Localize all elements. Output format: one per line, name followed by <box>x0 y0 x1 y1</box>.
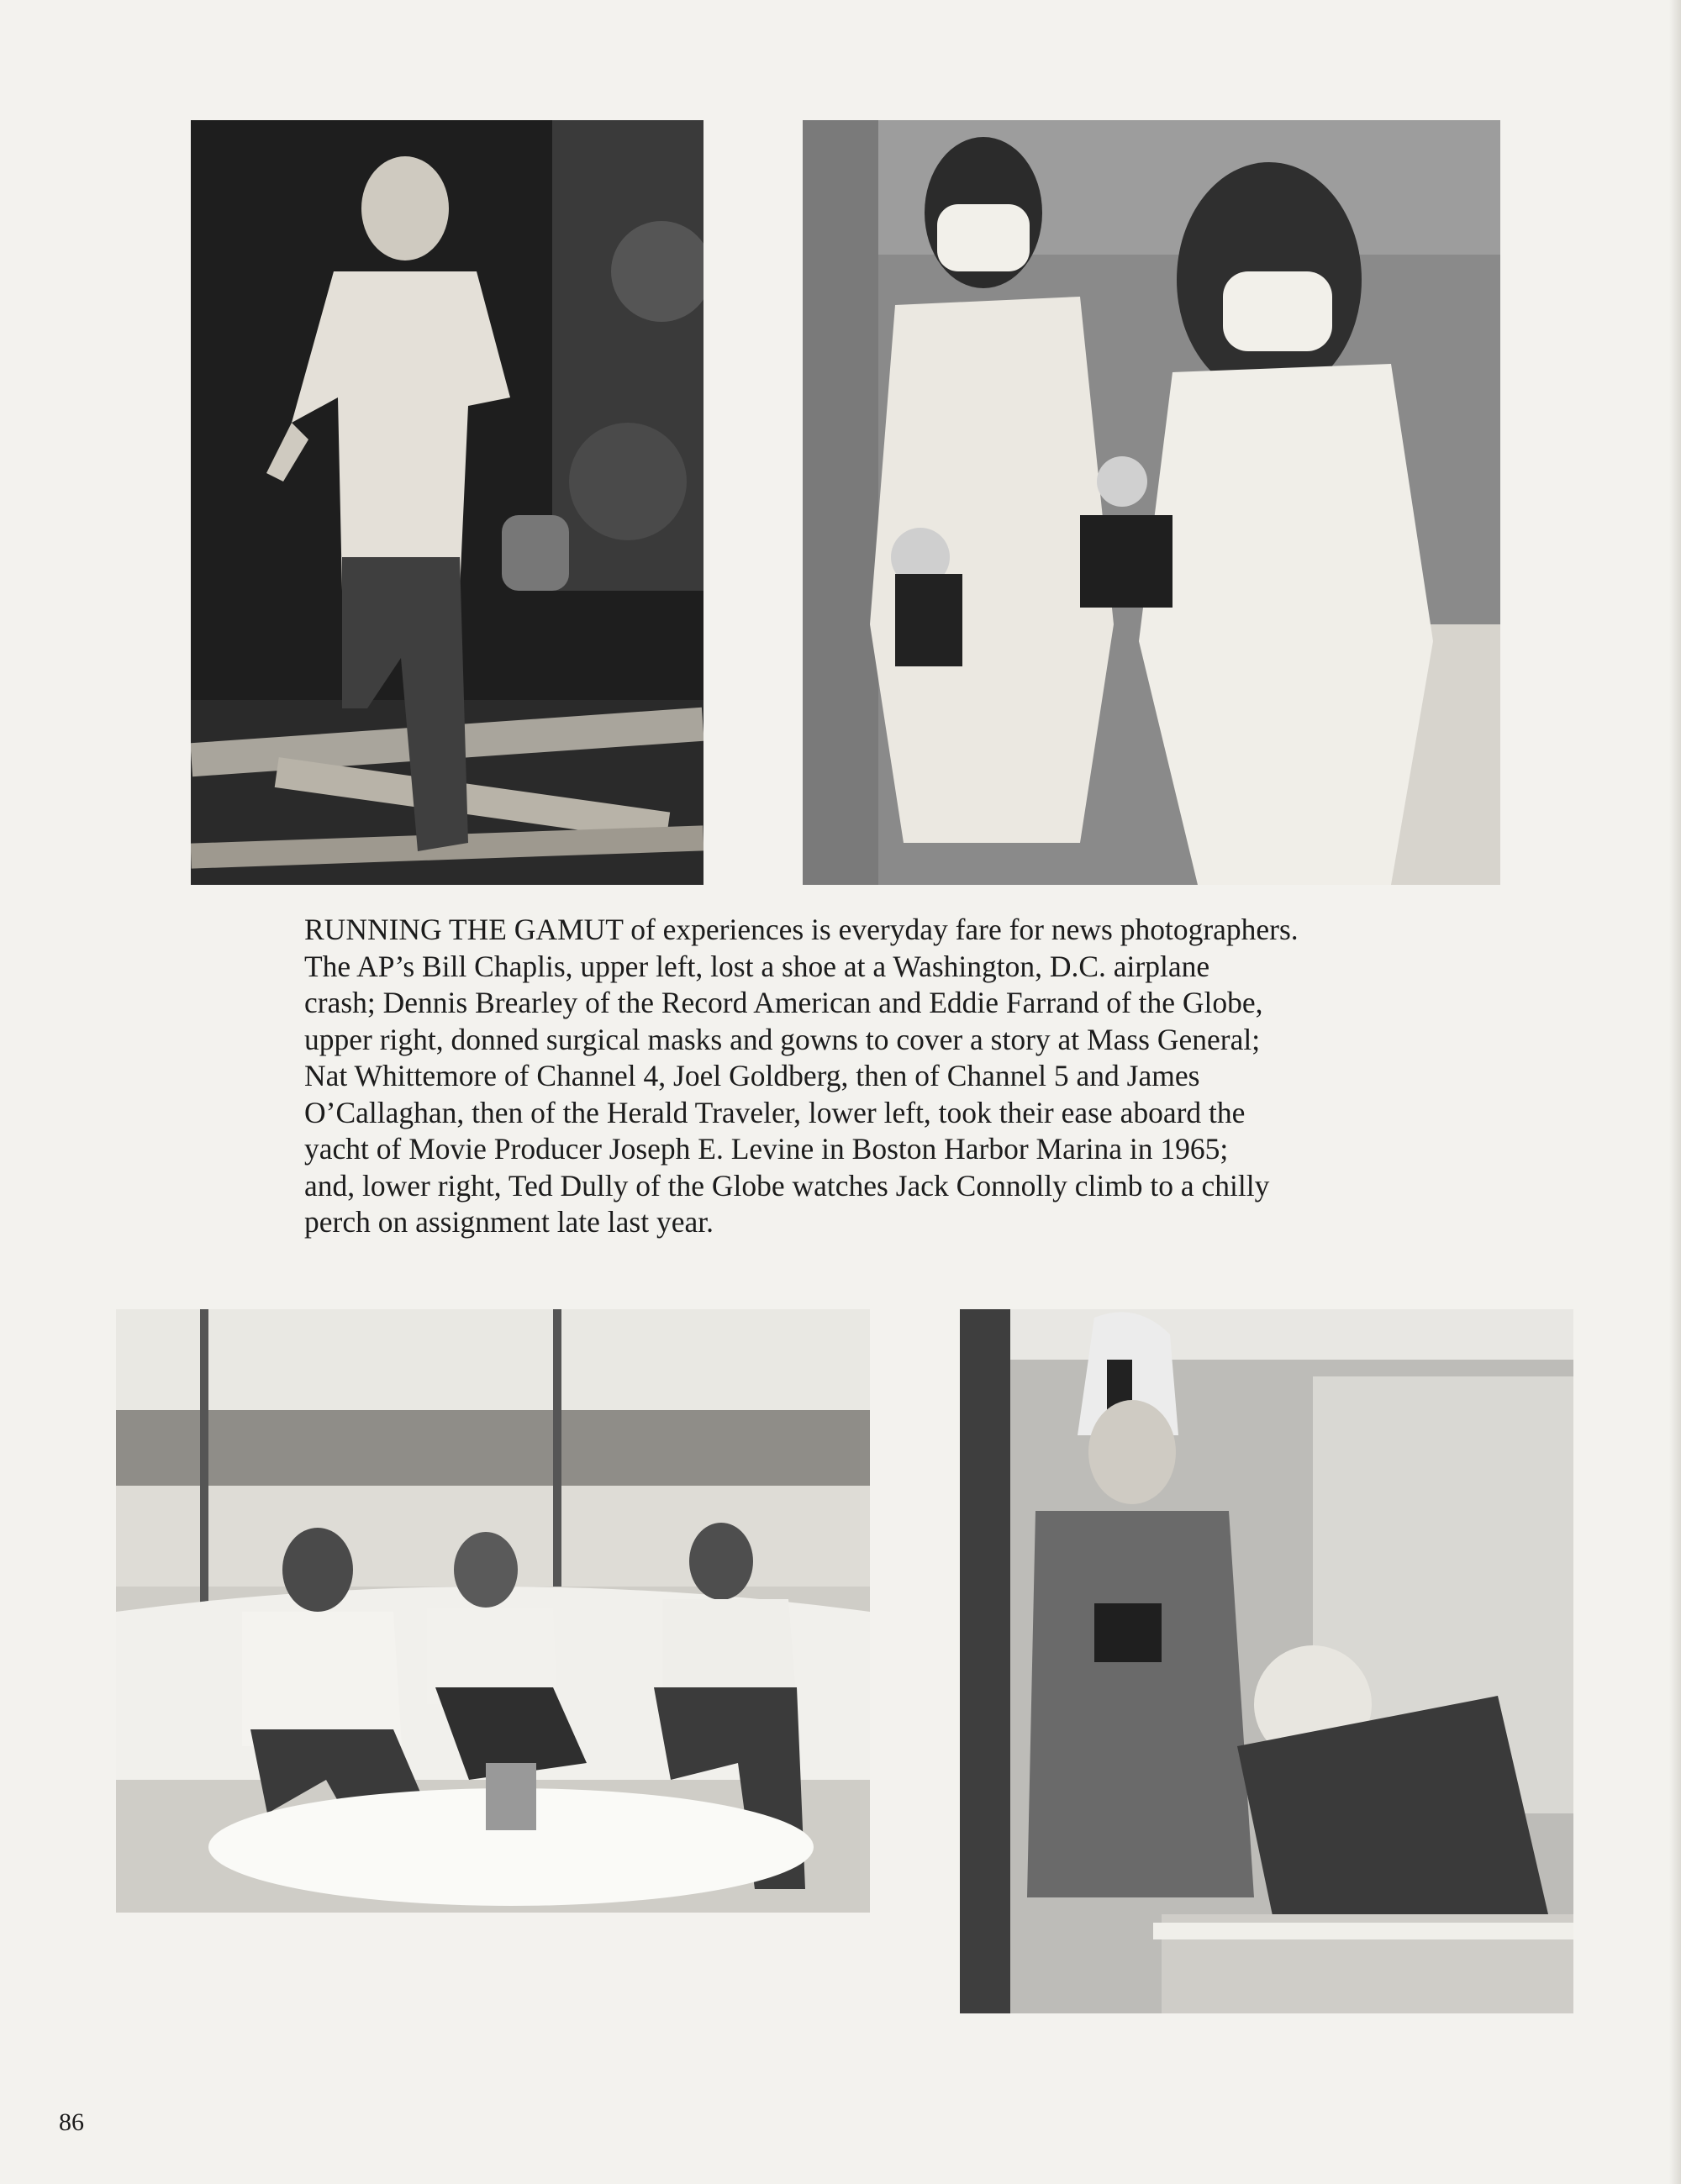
photo-caption <box>304 912 1405 1241</box>
page-edge <box>1669 0 1681 2184</box>
caption-line: Nat Whittemore of Channel 4, Joel Goldberg, then of Channel 5 and James <box>304 1059 1200 1092</box>
caption-line: perch on assignment late last year. <box>304 1205 714 1239</box>
page-number: 86 <box>59 2108 84 2136</box>
photo-upper-right <box>803 120 1500 885</box>
photo-lower-left-image <box>116 1309 870 1913</box>
photo-upper-right-image <box>803 120 1500 885</box>
caption-line: and, lower right, Ted Dully of the Globe watches Jack Connolly climb to a chilly <box>304 1168 1270 1203</box>
caption-line: O’Callaghan, then of the Herald Traveler, lower left, took their ease aboard the <box>304 1095 1246 1129</box>
caption-line: yacht of Movie Producer Joseph E. Levine in Boston Harbor Marina in 1965; <box>304 1132 1229 1166</box>
caption-line: The AP’s Bill Chaplis, upper left, lost a shoe at a Washington, D.C. airplane <box>304 949 1210 983</box>
photo-lower-right <box>960 1309 1573 2013</box>
photo-upper-left-image <box>191 120 703 885</box>
caption-line: upper right, donned surgical masks and gowns to cover a story at Mass General; <box>304 1022 1261 1056</box>
photo-lower-right-image <box>960 1309 1573 2013</box>
photo-upper-left <box>191 120 703 885</box>
caption-line: RUNNING THE GAMUT of experiences is everyday fare for news photographers. <box>304 913 1299 946</box>
photo-lower-left <box>116 1309 870 1913</box>
caption-line: crash; Dennis Brearley of the Record American and Eddie Farrand of the Globe, <box>304 986 1263 1019</box>
